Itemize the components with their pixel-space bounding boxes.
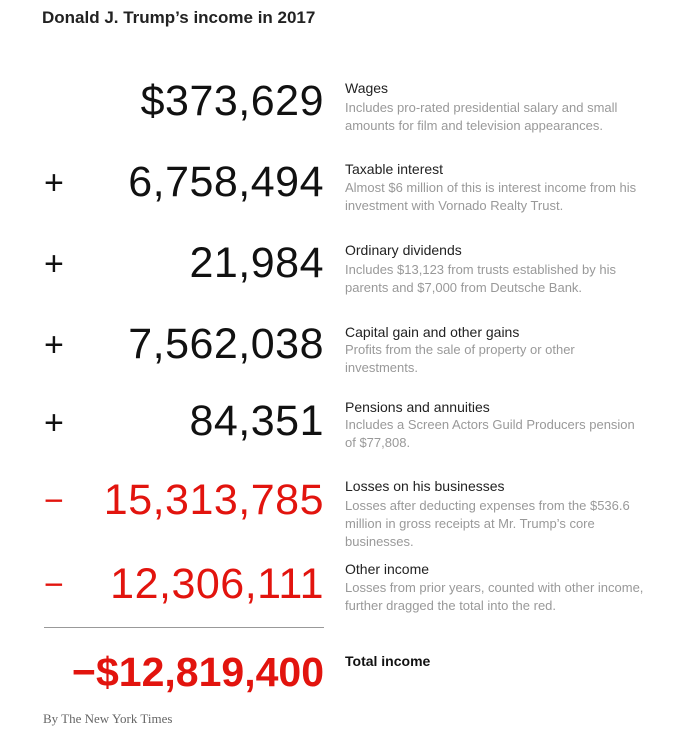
row-label: Losses on his businesses bbox=[345, 478, 505, 494]
row-label: Taxable interest bbox=[345, 161, 444, 177]
row-description: Includes a Screen Actors Guild Producers pension of $77,808. bbox=[345, 417, 635, 450]
row-amount: 12,306,111 bbox=[110, 560, 324, 608]
row-sign: + bbox=[44, 164, 64, 202]
row-amount: 15,313,785 bbox=[103, 476, 324, 524]
row-description: Almost $6 million of this is interest income from his investment with Vornado Realty Trust. bbox=[345, 180, 637, 213]
row-amount: 21,984 bbox=[189, 239, 324, 287]
page-title: Donald J. Trump’s income in 2017 bbox=[42, 8, 316, 27]
row-description: Losses after deducting expenses from the $536.6 million in gross receipts at Mr. Trump’s core businesses. bbox=[345, 498, 630, 549]
row-sign: − bbox=[44, 566, 64, 604]
total-divider bbox=[44, 627, 324, 628]
row-description: Includes $13,123 from trusts established by his parents and $7,000 from Deutsche Bank. bbox=[345, 262, 616, 295]
row-sign: + bbox=[44, 245, 64, 283]
row-sign: + bbox=[44, 326, 64, 364]
row-label: Capital gain and other gains bbox=[345, 324, 520, 340]
row-description: Losses from prior years, counted with other income, further dragged the total into the red. bbox=[345, 580, 644, 613]
row-amount: 6,758,494 bbox=[128, 158, 324, 206]
row-description: Profits from the sale of property or other investments. bbox=[345, 342, 575, 375]
row-amount: 84,351 bbox=[189, 397, 324, 445]
row-label: Wages bbox=[345, 80, 389, 96]
source-credit: By The New York Times bbox=[43, 711, 173, 726]
row-label: Other income bbox=[345, 561, 430, 577]
row-label: Pensions and annuities bbox=[345, 399, 490, 415]
row-sign: − bbox=[44, 482, 64, 520]
total-amount: −$12,819,400 bbox=[72, 649, 324, 695]
row-amount: 7,562,038 bbox=[128, 320, 324, 368]
total-label: Total income bbox=[345, 653, 431, 669]
row-description: Includes pro-rated presidential salary and small amounts for film and television appearances. bbox=[345, 100, 618, 133]
row-amount: $373,629 bbox=[140, 77, 324, 125]
row-label: Ordinary dividends bbox=[345, 242, 462, 258]
row-sign: + bbox=[44, 404, 64, 442]
